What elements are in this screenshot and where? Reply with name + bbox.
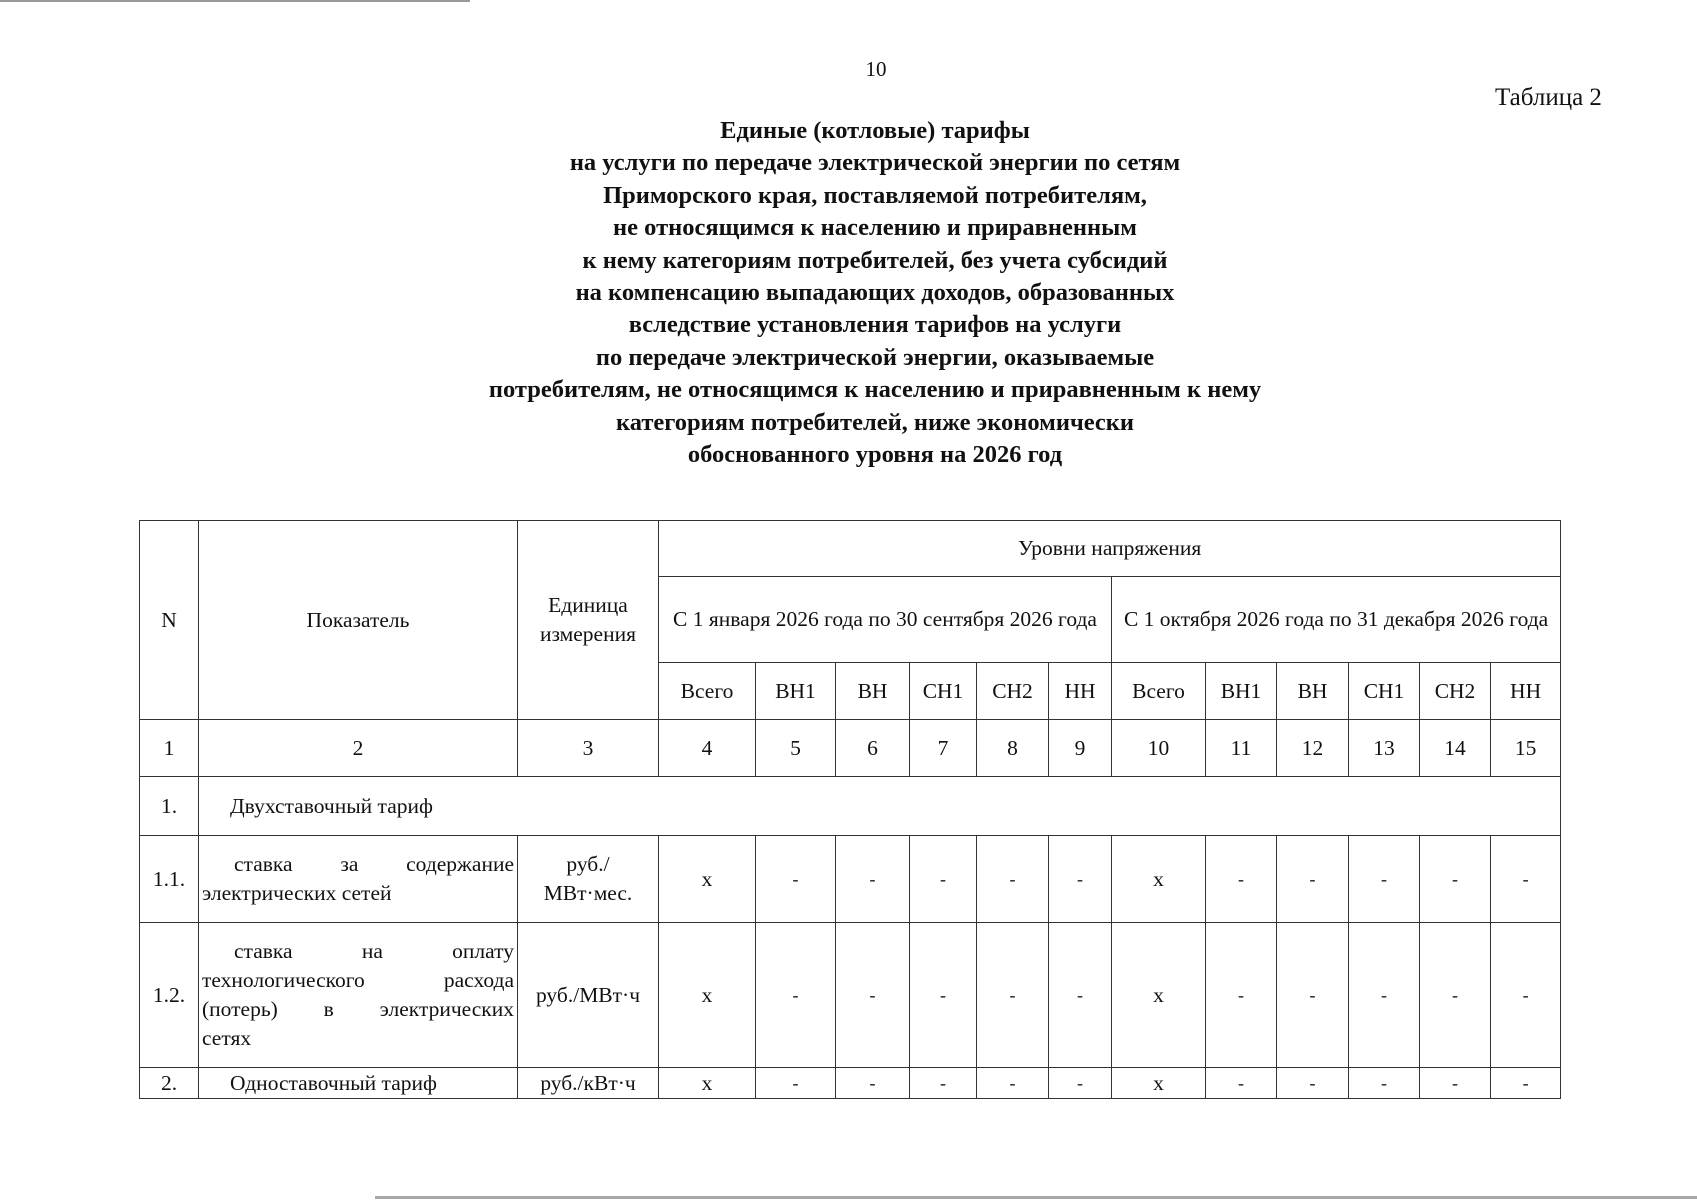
table-row — [140, 923, 1561, 1068]
table-row — [140, 836, 1561, 923]
row-unit — [518, 836, 659, 923]
title-line: обоснованного уровня на 2026 год — [687, 441, 1063, 469]
row-unit — [518, 923, 659, 1068]
row-label — [199, 923, 518, 1068]
subcol-header: СН1 — [1349, 663, 1420, 720]
row-number: 1. — [140, 777, 199, 836]
header-period-2: С 1 октября 2026 года по 31 декабря 2026 года — [1112, 577, 1561, 663]
scan-edge-top — [0, 0, 470, 2]
column-number-row — [140, 720, 1561, 777]
row-number: 1.2. — [140, 923, 199, 1068]
column-number: 3 — [518, 720, 659, 777]
cell-value: - — [977, 836, 1049, 923]
scan-edge-bottom — [375, 1196, 1697, 1199]
column-number: 13 — [1349, 720, 1420, 777]
column-number: 7 — [910, 720, 977, 777]
title-line: Единые (котловые) тарифы — [720, 117, 1030, 144]
cell-value: - — [1420, 923, 1491, 1068]
header-unit: Единица измерения — [518, 521, 659, 720]
column-number: 2 — [199, 720, 518, 777]
table-row — [140, 1068, 1561, 1099]
row-unit-line: руб./МВт·ч — [535, 982, 641, 1007]
cell-value: - — [1206, 1068, 1277, 1099]
header-indicator: Показатель — [199, 521, 518, 720]
cell-value: - — [1491, 923, 1561, 1068]
row-label-line: ставка за содержание — [234, 852, 514, 876]
row-label-line: технологического расхода — [202, 968, 514, 992]
cell-value: - — [910, 1068, 977, 1099]
subcol-header: СН1 — [910, 663, 977, 720]
row-number: 2. — [140, 1068, 199, 1099]
cell-value: - — [1049, 1068, 1112, 1099]
section-row — [140, 777, 1561, 836]
column-number: 8 — [977, 720, 1049, 777]
cell-value: - — [1420, 836, 1491, 923]
cell-value: - — [1491, 836, 1561, 923]
cell-value: - — [1206, 923, 1277, 1068]
row-unit: руб./кВт·ч — [518, 1068, 659, 1099]
column-number: 14 — [1420, 720, 1491, 777]
row-label: Одноставочный тариф — [199, 1068, 518, 1099]
subcol-header: НН — [1049, 663, 1112, 720]
cell-value: - — [1049, 923, 1112, 1068]
cell-value: х — [659, 1068, 756, 1099]
subcol-header: ВН — [836, 663, 910, 720]
subcol-header: ВН1 — [756, 663, 836, 720]
subcol-header: ВН1 — [1206, 663, 1277, 720]
row-label-line: электрических сетей — [202, 881, 392, 905]
column-number: 4 — [659, 720, 756, 777]
cell-value: - — [836, 836, 910, 923]
section-title: Двухставочный тариф — [199, 777, 1561, 836]
cell-value: - — [1049, 836, 1112, 923]
title-line: не относящимся к населению и приравненным — [613, 214, 1137, 242]
cell-value: х — [1112, 923, 1206, 1068]
cell-value: - — [1206, 836, 1277, 923]
cell-value: - — [836, 923, 910, 1068]
header-period-1: С 1 января 2026 года по 30 сентября 2026 года — [659, 577, 1112, 663]
cell-value: х — [1112, 1068, 1206, 1099]
title-line: на услуги по передаче электрической энергии по сетям — [569, 149, 1181, 177]
cell-value: - — [1277, 836, 1349, 923]
title-line: к нему категориям потребителей, без учета субсидий — [582, 246, 1168, 274]
row-label — [199, 836, 518, 923]
column-number: 1 — [140, 720, 199, 777]
cell-value: - — [1349, 923, 1420, 1068]
cell-value: - — [1491, 1068, 1561, 1099]
cell-value: х — [659, 836, 756, 923]
subcol-header: ВН — [1277, 663, 1349, 720]
cell-value: - — [977, 923, 1049, 1068]
cell-value: - — [756, 923, 836, 1068]
cell-value: - — [1349, 1068, 1420, 1099]
column-number: 10 — [1112, 720, 1206, 777]
cell-value: - — [1349, 836, 1420, 923]
column-number: 12 — [1277, 720, 1349, 777]
title-line: вследствие установления тарифов на услуги — [628, 311, 1122, 339]
subcol-header: СН2 — [1420, 663, 1491, 720]
cell-value: - — [836, 1068, 910, 1099]
header-n: N — [140, 521, 199, 720]
title-line: Приморского края, поставляемой потребителям, — [603, 181, 1147, 209]
cell-value: х — [659, 923, 756, 1068]
row-unit-line: МВт·мес. — [543, 881, 633, 905]
subcol-header: Всего — [659, 663, 756, 720]
cell-value: х — [1112, 836, 1206, 923]
title-line: потребителям, не относящимся к населению и приравненным к нему — [488, 376, 1262, 404]
row-number: 1.1. — [140, 836, 199, 923]
subcol-header: НН — [1491, 663, 1561, 720]
title-line: по передаче электрической энергии, оказываемые — [595, 343, 1155, 371]
cell-value: - — [1420, 1068, 1491, 1099]
row-unit-line: руб./ — [566, 852, 610, 876]
column-number: 15 — [1491, 720, 1561, 777]
cell-value: - — [756, 1068, 836, 1099]
title-line: на компенсацию выпадающих доходов, образованных — [575, 279, 1175, 307]
row-label-line: сетях — [202, 1026, 252, 1050]
document-title — [330, 115, 1420, 471]
cell-value: - — [1277, 1068, 1349, 1099]
cell-value: - — [910, 923, 977, 1068]
column-number: 5 — [756, 720, 836, 777]
row-label-line: ставка на оплату — [234, 939, 514, 963]
column-number: 11 — [1206, 720, 1277, 777]
row-label-line: (потерь) в электрических — [202, 997, 514, 1021]
header-voltage-levels: Уровни напряжения — [659, 521, 1561, 577]
title-line: категориям потребителей, ниже экономически — [615, 408, 1135, 436]
header-row-levels — [140, 521, 1561, 577]
subcol-header: Всего — [1112, 663, 1206, 720]
cell-value: - — [756, 836, 836, 923]
column-number: 6 — [836, 720, 910, 777]
page-number: 10 — [865, 57, 887, 81]
cell-value: - — [1277, 923, 1349, 1068]
cell-value: - — [977, 1068, 1049, 1099]
cell-value: - — [910, 836, 977, 923]
table-label: Таблица 2 — [1495, 84, 1602, 111]
column-number: 9 — [1049, 720, 1112, 777]
subcol-header: СН2 — [977, 663, 1049, 720]
tariff-table — [139, 520, 1561, 1099]
